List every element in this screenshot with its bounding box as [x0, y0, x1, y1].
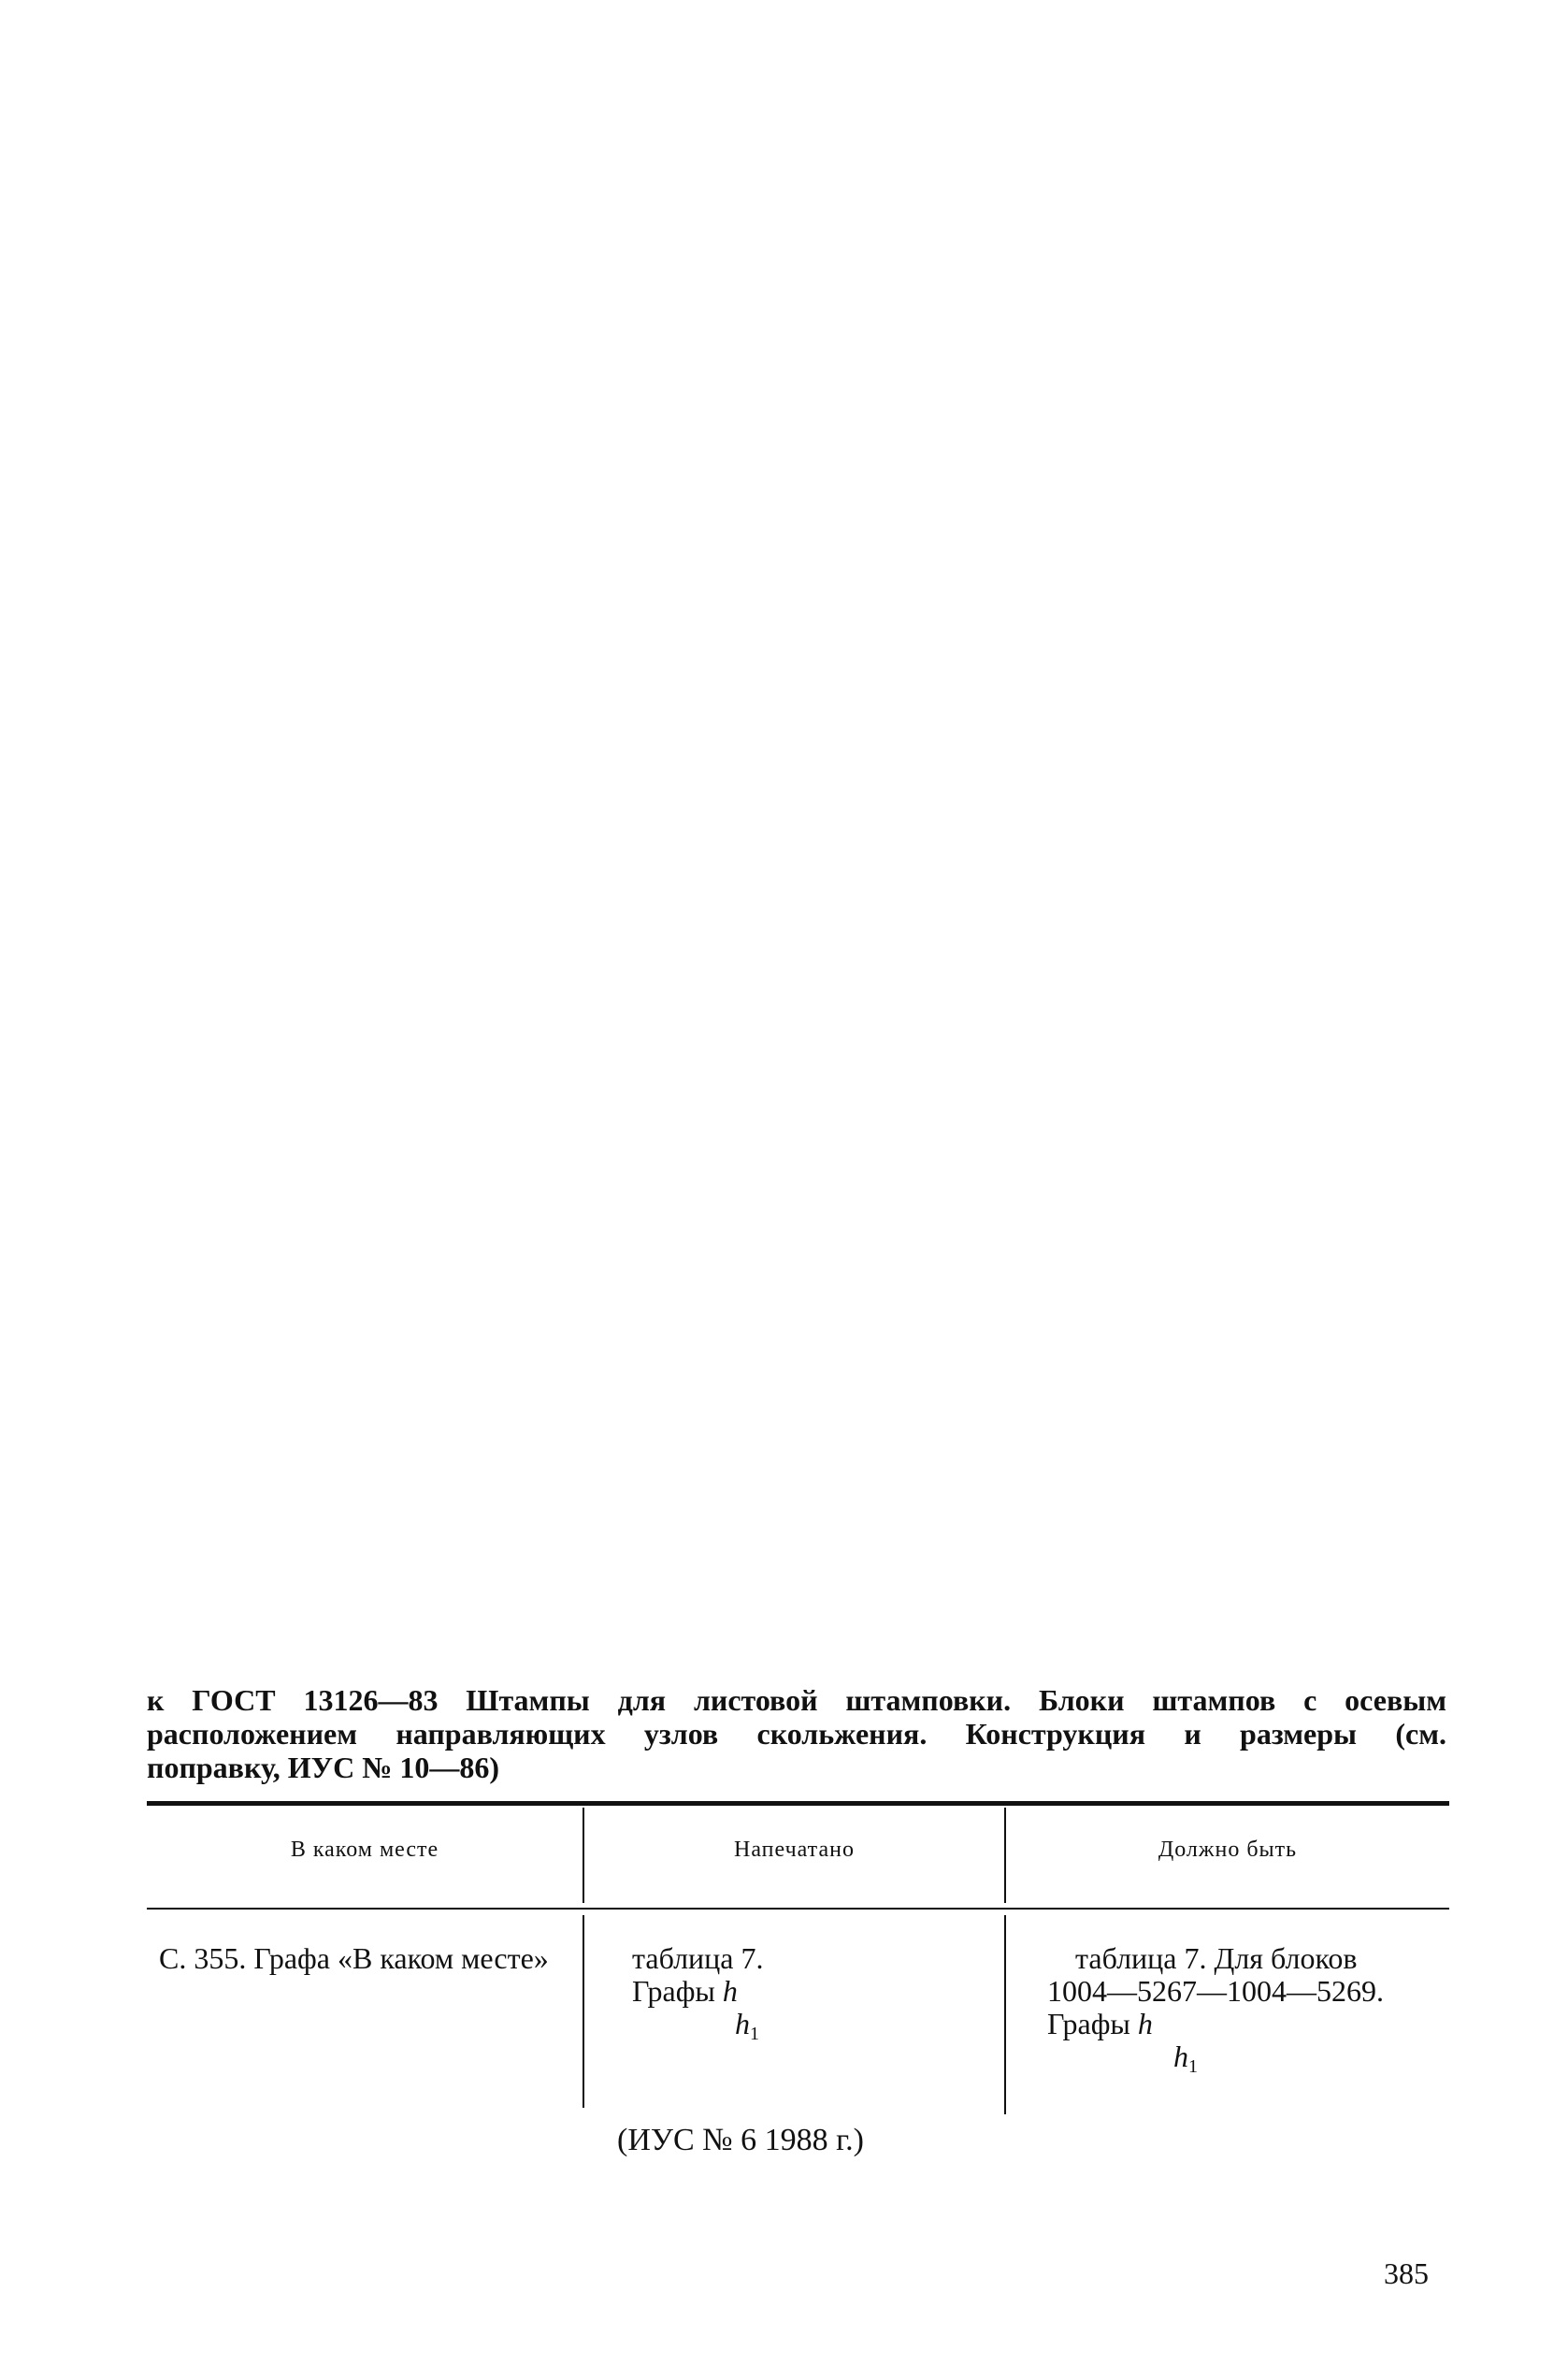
row-divider-2 — [1004, 1915, 1006, 2114]
table-top-rule — [147, 1801, 1449, 1806]
printed-graphs-label: Графы — [632, 1974, 723, 2008]
correction-heading — [147, 1683, 1446, 1784]
should-var-h1: h — [1173, 2040, 1188, 2073]
printed-line-2 — [632, 1975, 997, 2008]
printed-line-3 — [632, 2008, 997, 2051]
heading-line-3: поправку, ИУС № 10—86) — [147, 1751, 500, 1784]
should-line-3 — [1047, 2008, 1449, 2040]
should-subscript: 1 — [1188, 2056, 1198, 2077]
cell-should-be — [1047, 1942, 1449, 2083]
should-line-1: таблица 7. Для блоков — [1075, 1941, 1358, 1975]
should-graphs-label: Графы — [1047, 2007, 1138, 2040]
should-line-2: 1004—5267—1004—5269. — [1047, 1974, 1384, 2008]
source-reference: (ИУС № 6 1988 г.) — [617, 2123, 864, 2157]
printed-subscript: 1 — [750, 2024, 759, 2044]
cell-place: С. 355. Графа «В каком месте» — [159, 1941, 549, 1975]
printed-line-1: таблица 7. — [632, 1941, 764, 1975]
row-divider-1 — [583, 1915, 584, 2108]
column-header-place: В каком месте — [290, 1838, 439, 1862]
table-header-rule — [147, 1908, 1449, 1910]
heading-line-1: к ГОСТ 13126—83 Штампы для листовой штамповки. Блоки штампов с осевым — [147, 1683, 1446, 1717]
cell-printed — [632, 1942, 997, 2051]
should-line-4 — [1047, 2040, 1449, 2083]
column-header-printed: Напечатано — [734, 1838, 855, 1862]
should-var-h: h — [1137, 2007, 1153, 2040]
column-header-should-be: Должно быть — [1158, 1838, 1298, 1862]
heading-line-2: расположением направляющих узлов скольжения. Конструкция и размеры (см. — [147, 1717, 1446, 1751]
printed-var-h1: h — [735, 2007, 750, 2040]
page-number: 385 — [1384, 2256, 1429, 2290]
printed-var-h: h — [722, 1974, 738, 2008]
